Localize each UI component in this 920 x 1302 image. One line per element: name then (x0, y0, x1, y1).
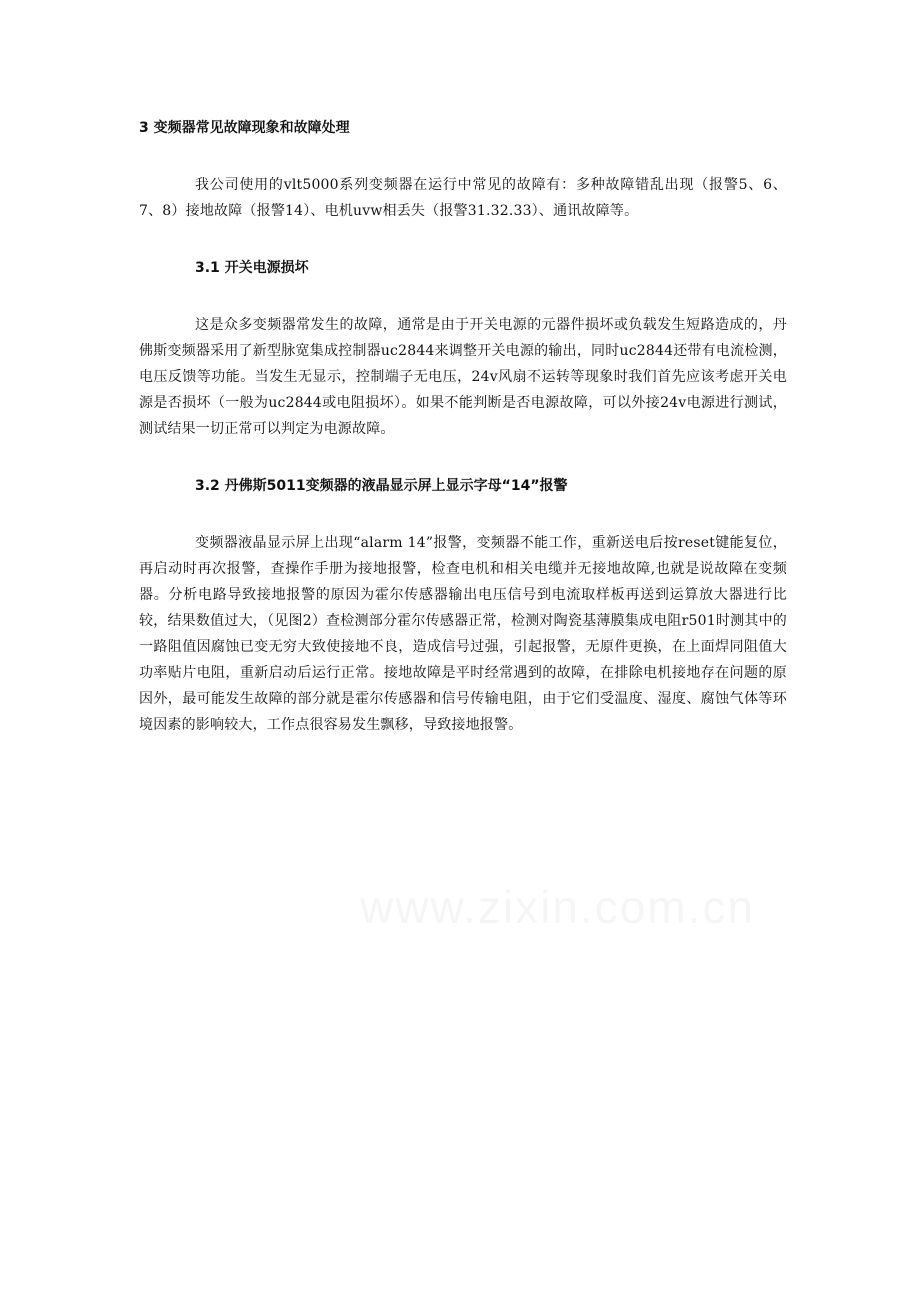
section-heading-3: 3 变频器常见故障现象和故障处理 (139, 120, 350, 136)
section-paragraph-3-1: 这是众多变频器常发生的故障，通常是由于开关电源的元器件损坏或负载发生短路造成的，丹佛斯变频器采用了新型脉宽集成控制器uc2844来调整开关电源的输出，同时uc2844还带有电流检测，电压反馈等功能。当发生无显示，控制端子无电压，24v风扇不运转等现象时我们首先应该考虑开关电源是否损坏（一般为uc2844或电阻损坏）。如果不能判断是否电源故障，可以外接24v电源进行测试，测试结果一切正常可以判定为电源故障。 (139, 317, 787, 437)
watermark (360, 880, 755, 934)
document-body (139, 116, 787, 770)
section-paragraph-3: 我公司使用的vlt5000系列变频器在运行中常见的故障有：多种故障错乱出现（报警5、6、7、8）接地故障（报警14）、电机uvw相丢失（报警31.32.33）、通讯故障等。 (139, 177, 787, 219)
section-paragraph-3-2: 变频器液晶显示屏上出现“alarm 14”报警，变频器不能工作，重新送电后按reset键能复位，再启动时再次报警，查操作手册为接地报警，检查电机和相关电缆并无接地故障,也就是说故障在变频器。分析电路导致接地报警的原因为霍尔传感器输出电压信号到电流取样板再送到运算放大器进行比较，结果数值过大，（见图2）查检测部分霍尔传感器正常，检测对陶瓷基薄膜集成电阻r501时测其中的一路阻值因腐蚀已变无穷大致使接地不良，造成信号过强，引起报警，无原件更换，在上面焊同阻值大功率贴片电阻，重新启动后运行正常。接地故障是平时经常遇到的故障，在排除电机接地存在问题的原因外，最可能发生故障的部分就是霍尔传感器和信号传输电阻，由于它们受温度、湿度、腐蚀气体等环境因素的影响较大，工作点很容易发生飘移，导致接地报警。 (139, 535, 787, 733)
section-heading-3-1: 3.1 开关电源损坏 (195, 260, 309, 276)
section-heading-3-2: 3.2 丹佛斯5011变频器的液晶显示屏上显示字母“14”报警 (195, 478, 568, 494)
